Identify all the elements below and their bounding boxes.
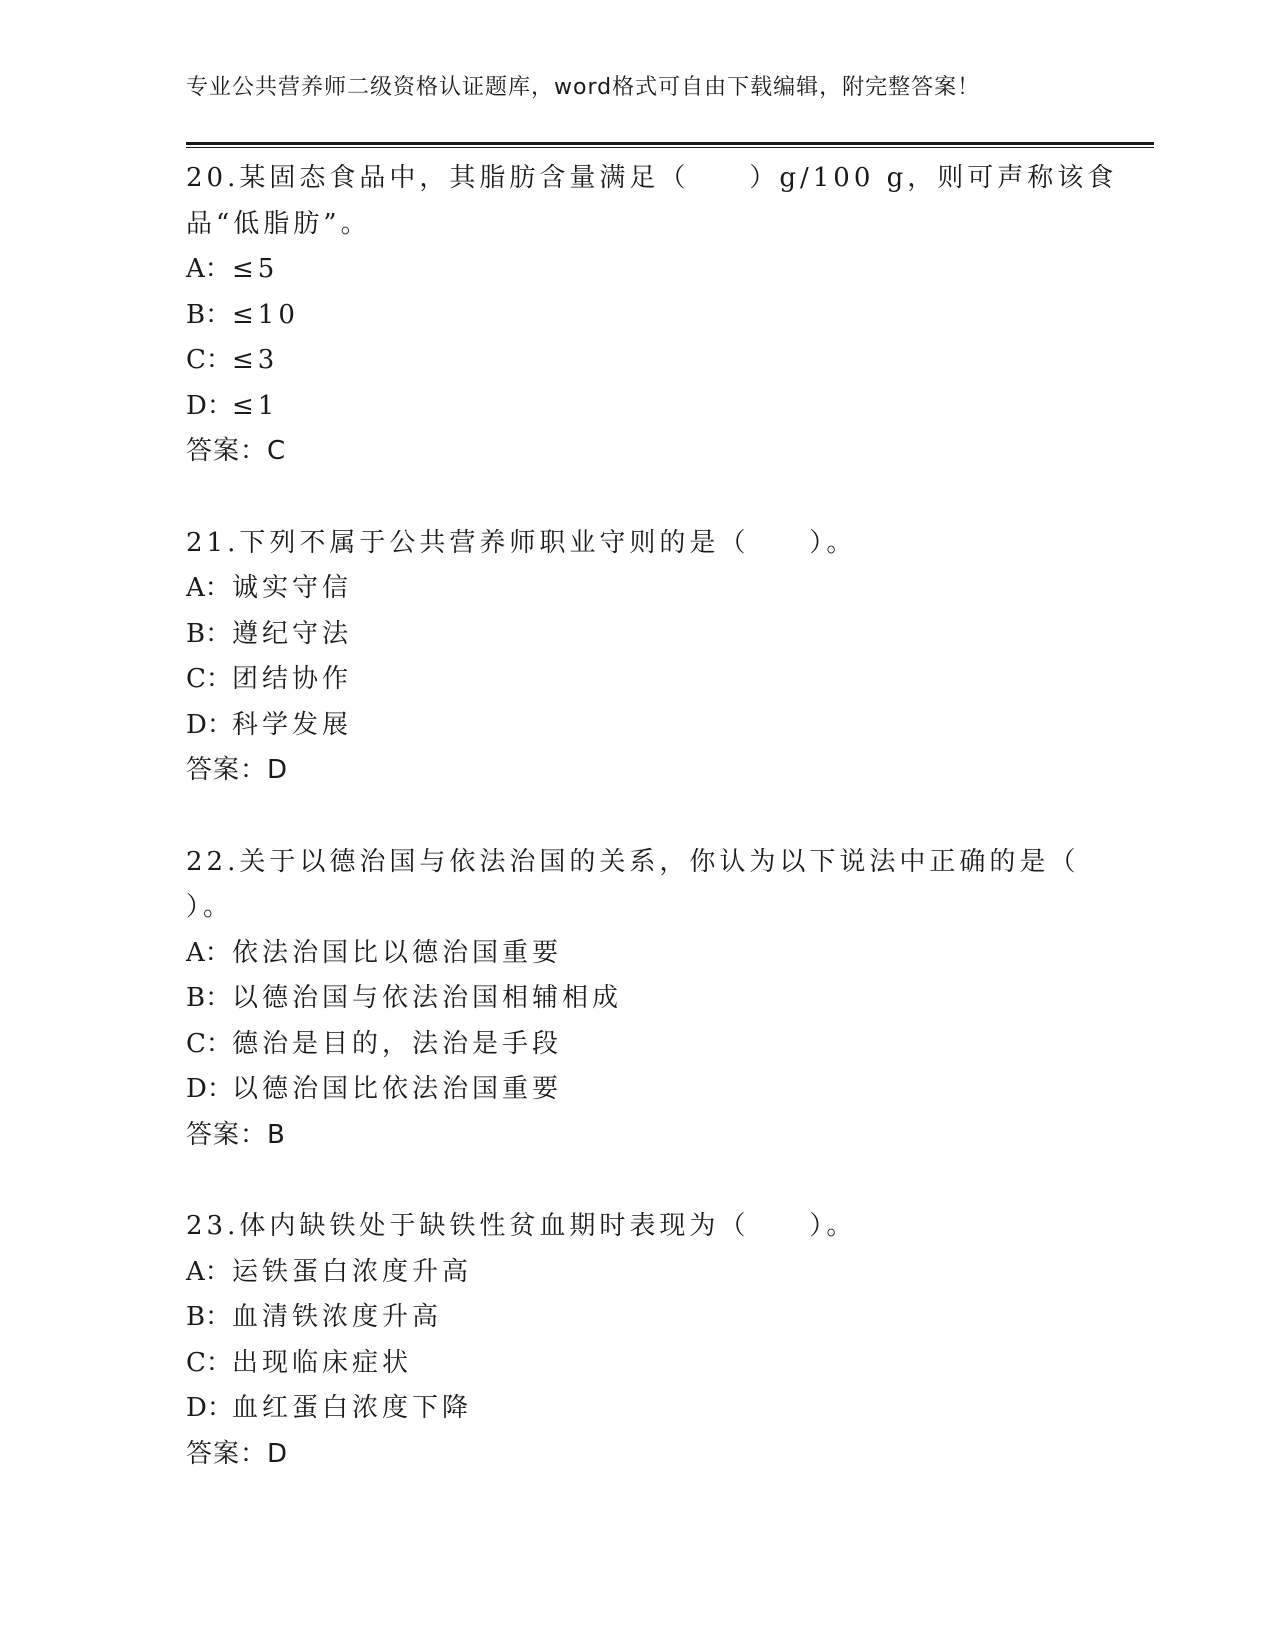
question-stem: 23.体内缺铁处于缺铁性贫血期时表现为（ ）。 bbox=[186, 1211, 857, 1241]
option-text: 团结协作 bbox=[232, 664, 353, 694]
question-23 bbox=[186, 1204, 1086, 1477]
option-text: 德治是目的，法治是手段 bbox=[232, 1028, 563, 1059]
option-letter: D： bbox=[186, 1074, 233, 1104]
answer: 答案：D bbox=[186, 755, 289, 785]
option-b bbox=[186, 293, 1086, 339]
option-a bbox=[186, 931, 1086, 977]
question-20 bbox=[186, 156, 1118, 475]
option-text: 依法治国比以德治国重要 bbox=[232, 937, 563, 968]
option-text: 出现临床症状 bbox=[232, 1347, 413, 1378]
option-b bbox=[186, 612, 1086, 658]
question-stem: 21.下列不属于公共营养师职业守则的是（ ）。 bbox=[186, 527, 857, 558]
option-d bbox=[186, 703, 1086, 749]
option-letter: A： bbox=[186, 937, 231, 968]
option-letter: D： bbox=[186, 1393, 233, 1423]
option-c bbox=[186, 338, 1086, 384]
option-text: 科学发展 bbox=[232, 709, 353, 740]
option-c bbox=[186, 1341, 1086, 1387]
option-a bbox=[186, 247, 1086, 293]
question-stem: ）。 bbox=[186, 892, 234, 922]
question-22 bbox=[186, 840, 1086, 1159]
option-d bbox=[186, 1067, 1086, 1113]
option-letter: A： bbox=[186, 573, 231, 603]
option-text: 遵纪守法 bbox=[232, 618, 353, 649]
option-letter: D： bbox=[186, 709, 233, 740]
header-divider bbox=[186, 142, 1154, 145]
option-text: ≤1 bbox=[232, 390, 279, 421]
option-letter: B： bbox=[186, 299, 232, 330]
option-letter: A： bbox=[186, 254, 231, 284]
option-text: 运铁蛋白浓度升高 bbox=[232, 1256, 473, 1287]
question-list bbox=[186, 156, 1118, 1523]
option-letter: B： bbox=[186, 983, 232, 1013]
answer: 答案：D bbox=[186, 1438, 289, 1469]
option-c bbox=[186, 657, 1086, 703]
option-text: ≤10 bbox=[232, 299, 299, 330]
option-text: 诚实守信 bbox=[232, 573, 353, 603]
option-text: ≤3 bbox=[232, 345, 279, 375]
answer: 答案：C bbox=[186, 436, 287, 466]
option-letter: C： bbox=[186, 1347, 232, 1378]
option-a bbox=[186, 1250, 1086, 1296]
option-a bbox=[186, 566, 1086, 612]
option-text: 血清铁浓度升高 bbox=[232, 1302, 443, 1332]
option-letter: C： bbox=[186, 345, 232, 375]
option-text: 以德治国与依法治国相辅相成 bbox=[232, 983, 623, 1013]
option-b bbox=[186, 976, 1086, 1022]
option-letter: A： bbox=[186, 1256, 231, 1287]
option-letter: C： bbox=[186, 1028, 232, 1059]
option-text: ≤5 bbox=[232, 254, 279, 284]
option-c bbox=[186, 1022, 1086, 1068]
question-stem: 22.关于以德治国与依法治国的关系，你认为以下说法中正确的是（ bbox=[186, 846, 1080, 877]
option-text: 以德治国比依法治国重要 bbox=[232, 1074, 563, 1104]
option-b bbox=[186, 1295, 1086, 1341]
option-letter: D： bbox=[186, 390, 233, 421]
option-letter: B： bbox=[186, 618, 232, 649]
header-divider-thin bbox=[186, 147, 1154, 148]
answer: 答案：B bbox=[186, 1119, 286, 1150]
question-stem: 品“低脂肪”。 bbox=[186, 208, 371, 239]
option-letter: C： bbox=[186, 664, 232, 694]
question-21 bbox=[186, 521, 1086, 794]
option-d bbox=[186, 384, 1086, 430]
option-text: 血红蛋白浓度下降 bbox=[232, 1393, 473, 1423]
page-header: 专业公共营养师二级资格认证题库，word格式可自由下载编辑，附完整答案！ bbox=[186, 75, 981, 100]
option-d bbox=[186, 1386, 1086, 1432]
option-letter: B： bbox=[186, 1302, 232, 1332]
question-stem: 20.某固态食品中，其脂肪含量满足（ ）g/100 g，则可声称该食 bbox=[186, 163, 1118, 193]
